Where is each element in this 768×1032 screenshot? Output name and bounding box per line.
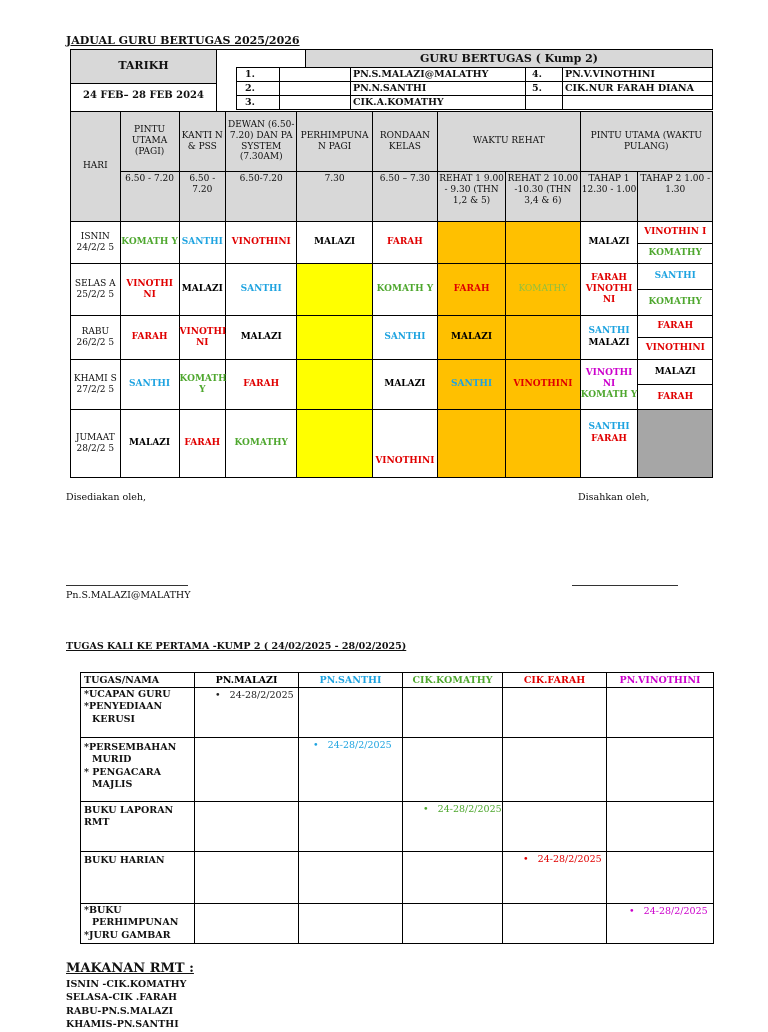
makanan-line: ISNIN -CIK.KOMATHY [66,979,187,990]
duty-cell: SANTHI [120,360,179,410]
duty-cell: FARAH VINOTHI NI [580,264,638,316]
time-rehat1: REHAT 1 9.00 - 9.30 (THN 1,2 & 5) [437,172,505,222]
duty-cell: VINOTHINI [226,222,297,264]
teacher-header: CIK.KOMATHY [403,673,503,688]
duty-cell [437,222,505,264]
duty-name: VINOTHI NI [585,368,633,390]
duty-name: FARAH [591,433,627,444]
task-header: TUGAS/NAMA [81,673,195,688]
duty-cell: VINOTHINI [372,410,437,478]
table-row [71,316,713,338]
assignment-cell: • 24-28/2/2025 [299,738,403,802]
col-waktu-rehat: WAKTU REHAT [437,112,580,172]
table-row [71,360,713,385]
duty-cell: VINOTHINI [506,360,580,410]
assignment-cell: • 24-28/2/2025 [195,688,299,738]
signature-line [572,585,678,586]
duty-cell [297,410,372,478]
duty-cell: FARAH [638,316,713,338]
duty-cell: VINOTHI NI [179,316,226,360]
table-row [71,264,713,290]
task-table [80,672,714,944]
duty-cell [580,316,638,360]
assignment-date: 24-28/2/2025 [437,804,502,815]
teacher-list-table [236,67,713,110]
teacher-name: PN.S.MALAZI@MALATHY [351,68,526,82]
duty-cell [297,360,372,410]
teacher-name: CIK.NUR FARAH DIANA [563,82,713,96]
task-name: *UCAPAN GURU *PENYEDIAAN KERUSI [81,688,195,738]
day-cell: RABU 26/2/2 5 [71,316,121,360]
table-row [71,222,713,244]
day-cell: JUMAAT 28/2/2 5 [71,410,121,478]
duty-cell: MALAZI [638,360,713,385]
duty-name: MALAZI [588,337,630,348]
day-cell: SELAS A 25/2/2 5 [71,264,121,316]
table-row [71,410,713,478]
day-cell: ISNIN 24/2/2 5 [71,222,121,264]
time-dewan: 6.50-7.20 [226,172,297,222]
time-perhimpunan: 7.30 [297,172,372,222]
duty-cell: MALAZI [120,410,179,478]
col-kantin: KANTI N & PSS [179,112,226,172]
col-pintu-pulang: PINTU UTAMA (WAKTU PULANG) [580,112,712,172]
tarikh-value: 24 FEB– 28 FEB 2024 [83,90,204,101]
teacher-name: CIK.A.KOMATHY [351,96,526,110]
tarikh-label-cell [70,49,217,84]
assignment-date: 24-28/2/2025 [327,740,392,751]
time-rondaan: 6.50 – 7.30 [372,172,437,222]
duty-cell [580,410,638,478]
table-row [81,738,714,802]
duty-cell: MALAZI [580,222,638,264]
makanan-line: SELASA-CIK .FARAH [66,992,178,1004]
time-rehat2: REHAT 2 10.00 -10.30 (THN 3,4 & 6) [506,172,580,222]
teacher-no: 5. [526,82,563,96]
duty-cell: VINOTHIN I [638,222,713,244]
makanan-title: MAKANAN RMT : [66,961,194,976]
duty-cell: VINOTHINI [638,338,713,360]
teacher-no: 4. [526,68,563,82]
task-name: *PERSEMBAHAN MURID * PENGACARA MAJLIS [81,738,195,802]
task-name: *BUKU PERHIMPUNAN *JURU GAMBAR [81,904,195,944]
teacher-no: 3. [237,96,280,110]
assignment-cell: • 24-28/2/2025 [403,802,503,852]
teacher-header: PN.VINOTHINI [607,673,714,688]
duty-cell: KOMATHY [506,264,580,316]
teacher-no: 2. [237,82,280,96]
duty-name: KOMATH Y [580,389,638,400]
duty-cell [297,264,372,316]
teacher-header: PN.MALAZI [195,673,299,688]
duty-cell: KOMATHY [638,290,713,316]
duty-cell: SANTHI [179,222,226,264]
duty-cell [580,360,638,410]
col-rondaan: RONDAAN KELAS [372,112,437,172]
day-cell: KHAMI S 27/2/2 5 [71,360,121,410]
duty-cell [506,410,580,478]
assignment-date: 24-28/2/2025 [537,854,602,865]
duty-cell: KOMATH Y [179,360,226,410]
makanan-line: KHAMIS-PN.SANTHI [66,1019,179,1031]
time-kantin: 6.50 - 7.20 [179,172,226,222]
duty-cell: KOMATH Y [120,222,179,264]
tasks-title: TUGAS KALI KE PERTAMA -KUMP 2 ( 24/02/2025 - 28/02/2025) [66,641,407,652]
duty-cell: SANTHI [638,264,713,290]
time-tahap1: TAHAP 1 12.30 - 1.00 [580,172,638,222]
teacher-name: PN.V.VINOTHINI [563,68,713,82]
duty-cell: SANTHI [437,360,505,410]
duty-cell: FARAH [179,410,226,478]
duty-name: SANTHI [588,422,630,432]
page-title: JADUAL GURU BERTUGAS 2025/2026 [66,34,300,47]
col-hari: HARI [71,112,121,222]
duty-cell: SANTHI [226,264,297,316]
group-title-row [215,49,713,68]
assignment-date: 24-28/2/2025 [643,906,708,917]
duty-cell: KOMATHY [226,410,297,478]
group-title: GURU BERTUGAS ( Kump 2) [419,52,599,65]
duty-cell: MALAZI [437,316,505,360]
duty-cell: FARAH [120,316,179,360]
duty-cell: FARAH [638,385,713,410]
teacher-no: 1. [237,68,280,82]
tarikh-value-cell [70,82,217,112]
duty-cell: KOMATH Y [372,264,437,316]
col-pintu-pagi: PINTU UTAMA (PAGI) [120,112,179,172]
prepared-by-label: Disediakan oleh, [66,492,147,503]
duty-cell [506,316,580,360]
approved-by-label: Disahkan oleh, [578,492,650,503]
duty-cell: VINOTHI NI [120,264,179,316]
duty-cell: MALAZI [226,316,297,360]
preparer-name: Pn.S.MALAZI@MALATHY [66,590,191,601]
time-tahap2: TAHAP 2 1.00 - 1.30 [638,172,713,222]
tarikh-label: TARIKH [118,59,169,72]
col-perhimpunan: PERHIMPUNA N PAGI [297,112,372,172]
assignment-date: 24-28/2/2025 [229,690,294,701]
table-row [81,802,714,852]
duty-cell: MALAZI [179,264,226,316]
duty-cell: MALAZI [372,360,437,410]
duty-cell: MALAZI [297,222,372,264]
assignment-cell: • 24-28/2/2025 [503,852,607,904]
teacher-name: PN.N.SANTHI [351,82,526,96]
duty-cell: FARAH [226,360,297,410]
duty-cell: FARAH [372,222,437,264]
task-name: BUKU HARIAN [81,852,195,904]
teacher-header: PN.SANTHI [299,673,403,688]
teacher-header: CIK.FARAH [503,673,607,688]
assignment-cell: • 24-28/2/2025 [607,904,714,944]
duty-cell [437,410,505,478]
signature-line [66,585,188,586]
duty-cell [638,410,713,478]
time-pintu-pagi: 6.50 - 7.20 [120,172,179,222]
group-title-cell [305,50,712,68]
duty-cell: FARAH [437,264,505,316]
duty-cell [506,222,580,264]
col-dewan: DEWAN (6.50-7.20) DAN PA SYSTEM (7.30AM) [226,112,297,172]
duty-cell [297,316,372,360]
table-row [81,688,714,738]
task-name: BUKU LAPORAN RMT [81,802,195,852]
schedule-table [70,111,713,478]
duty-cell: SANTHI [372,316,437,360]
duty-cell: KOMATHY [638,244,713,264]
table-row [81,852,714,904]
duty-name: SANTHI [588,325,630,336]
makanan-line: RABU-PN.S.MALAZI [66,1005,174,1017]
table-row [81,904,714,944]
